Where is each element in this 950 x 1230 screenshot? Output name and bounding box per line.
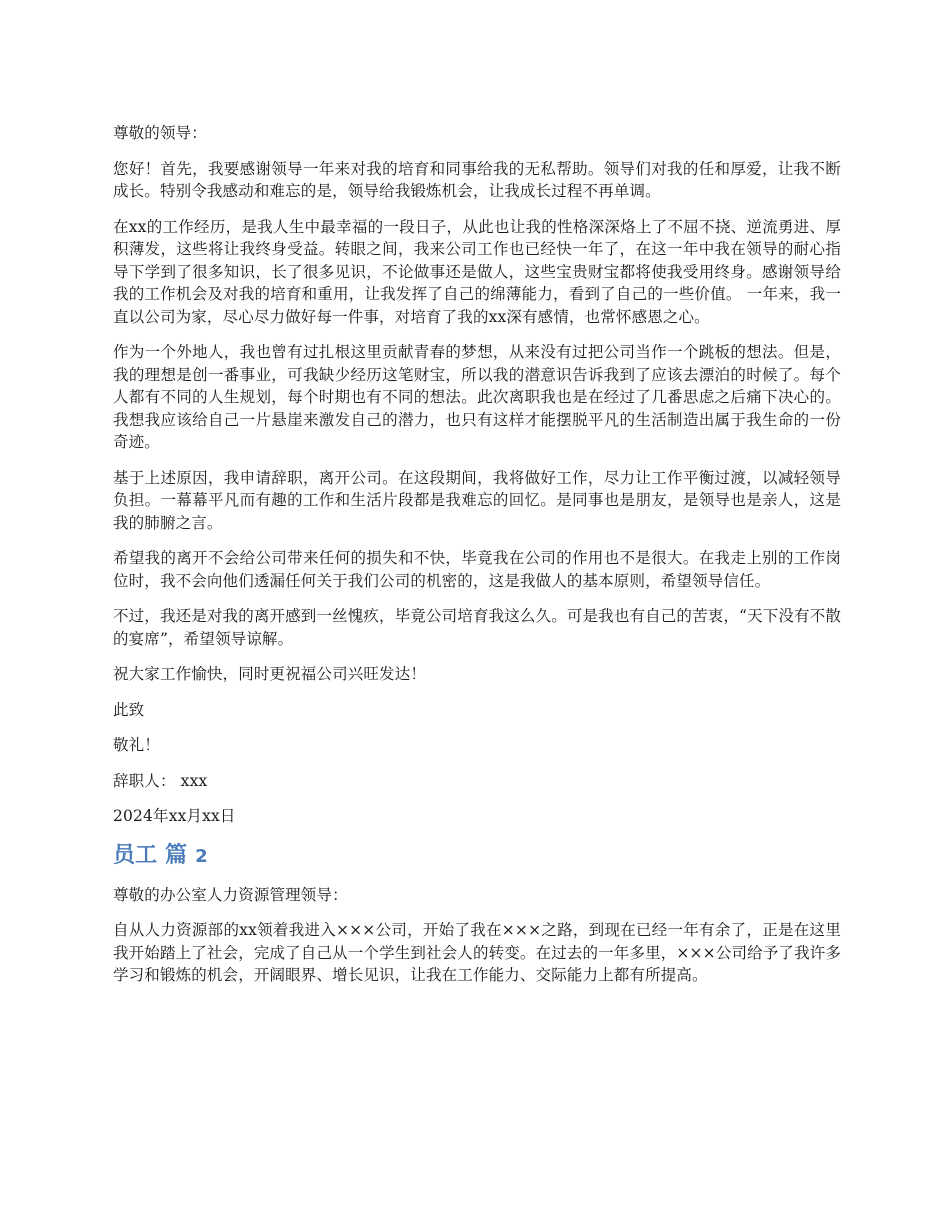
body-paragraph: 作为一个外地人，我也曾有过扎根这里贡献青春的梦想，从来没有过把公司当作一个跳板的想法。但是，我的理想是创一番事业，可我缺少经历这笔财宝，所以我的潜意识告诉我到了应该去漂泊的时候了。每个人都有不同的人生规划，每个时期也有不同的想法。此次离职我也是在经过了几番思虑之后痛下决心的。我想我应该给自己一片悬崖来激发自己的潜力，也只有这样才能摆脱平凡的生活制造出属于我生命的一份奇迹。 — [113, 343, 841, 451]
body-paragraph: 希望我的离开不会给公司带来任何的损失和不快，毕竟我在公司的作用也不是很大。在我走上别的工作岗位时，我不会向他们透漏任何关于我们公司的机密的，这是我做人的基本原则，希望领导信任。 — [113, 549, 841, 590]
body-paragraph: 您好！首先，我要感谢领导一年来对我的培育和同事给我的无私帮助。领导们对我的任和厚爱，让我不断成长。特别令我感动和难忘的是，领导给我锻炼机会，让我成长过程不再单调。 — [113, 159, 841, 200]
salutation: 尊敬的领导： — [113, 124, 207, 142]
date-line: 2024年xx月xx日 — [113, 807, 236, 825]
body-paragraph: 不过，我还是对我的离开感到一丝愧疚，毕竟公司培育我这么久。可是我也有自己的苦衷，“天下没有不散的宴席”，希望领导谅解。 — [113, 607, 841, 648]
section-heading — [113, 841, 841, 872]
signature-line: 辞职人： xxx — [113, 771, 208, 790]
document-page — [113, 122, 841, 1000]
salutation: 尊敬的办公室人力资源管理领导： — [113, 885, 348, 904]
section-heading-number: 2 — [195, 845, 208, 867]
body-paragraph: 在xx的工作经历，是我人生中最幸福的一段日子，从此也让我的性格深深烙上了不屈不挠、逆流勇进、厚积薄发，这些将让我终身受益。转眼之间，我来公司工作也已经快一年了，在这一年中我在领导的耐心指导下学到了很多知识，长了很多见识，不论做事还是做人，这些宝贵财宝都将使我受用终身。感谢领导给我的工作机会及对我的培育和重用，让我发挥了自己的绵薄能力，看到了自己的一些价值。 一年来，我一直以公司为家，尽心尽力做好每一件事，对培育了我的xx深有感情，也常怀感恩之心。 — [113, 217, 841, 326]
closing-line: 此致 — [113, 700, 145, 719]
body-paragraph: 自从人力资源部的xx领着我进入×××公司，开始了我在×××之路，到现在已经一年有余了，正是在这里我开始踏上了社会，完成了自己从一个学生到社会人的转变。在过去的一年多里，×××公司给予了我许多学习和锻炼的机会，开阔眼界、增长见识，让我在工作能力、交际能力上都有所提高。 — [113, 921, 842, 984]
regards-line: 敬礼！ — [113, 736, 160, 754]
body-paragraph: 祝大家工作愉快，同时更祝福公司兴旺发达！ — [113, 665, 427, 683]
section-heading-text: 员工 篇 — [113, 842, 188, 868]
body-paragraph: 基于上述原因，我申请辞职，离开公司。在这段期间，我将做好工作，尽力让工作平衡过渡，以减轻领导负担。一幕幕平凡而有趣的工作和生活片段都是我难忘的回忆。是同事也是朋友，是领导也是亲人，这是我的肺腑之言。 — [113, 468, 841, 532]
